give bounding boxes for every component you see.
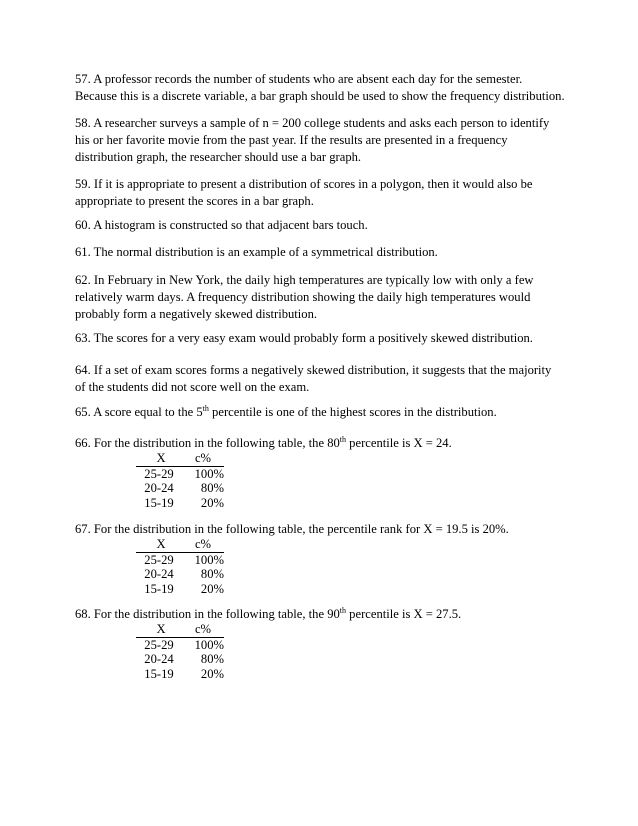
table-row bbox=[136, 481, 224, 496]
cell-x: 20-24 bbox=[144, 567, 174, 582]
distribution-table-67 bbox=[136, 537, 224, 596]
question-57-line-2: Because this is a discrete variable, a bar graph should be used to show the frequency distribution. bbox=[75, 89, 565, 103]
column-header-x: X bbox=[136, 537, 182, 552]
cell-c-percent: 20% bbox=[200, 581, 224, 596]
table-header-row bbox=[136, 451, 224, 466]
table-row bbox=[136, 667, 224, 682]
question-57-line-1: 57. A professor records the number of students who are absent each day for the semester. bbox=[75, 72, 523, 86]
question-68-line-1 bbox=[75, 606, 575, 623]
question-59-line-2: appropriate to present the scores in a bar graph. bbox=[75, 194, 314, 208]
question-60-line-1: 60. A histogram is constructed so that adjacent bars touch. bbox=[75, 218, 368, 232]
question-62-line-1: 62. In February in New York, the daily high temperatures are typically low with only a few bbox=[75, 273, 534, 287]
question-66-superscript: th bbox=[339, 435, 347, 444]
question-68-text-end: percentile is X = 27.5. bbox=[346, 607, 462, 621]
cell-x: 15-19 bbox=[144, 495, 174, 510]
cell-x: 25-29 bbox=[144, 466, 174, 481]
question-63-line-1: 63. The scores for a very easy exam would probably form a positively skewed distribution. bbox=[75, 331, 533, 345]
table-row bbox=[136, 496, 224, 511]
question-66 bbox=[75, 435, 575, 452]
table-row bbox=[136, 567, 224, 582]
question-61 bbox=[75, 244, 575, 261]
table-header-row bbox=[136, 537, 224, 552]
question-67-line-1: 67. For the distribution in the following table, the percentile rank for X = 19.5 is 20%. bbox=[75, 522, 509, 536]
table-row bbox=[136, 582, 224, 597]
cell-x: 20-24 bbox=[144, 652, 174, 667]
question-58-line-1: 58. A researcher surveys a sample of n = 200 college students and asks each person to identify bbox=[75, 116, 550, 130]
question-60 bbox=[75, 217, 575, 234]
question-65-text-start: 65. A score equal to the 5 bbox=[75, 405, 203, 419]
question-65-line-1 bbox=[75, 404, 575, 421]
question-59 bbox=[75, 176, 575, 210]
question-64-line-1: 64. If a set of exam scores forms a negatively skewed distribution, it suggests that the majority bbox=[75, 363, 552, 377]
question-68-superscript: th bbox=[339, 606, 347, 615]
question-66-text-start: 66. For the distribution in the following table, the 80 bbox=[75, 436, 340, 450]
question-62-line-3: probably form a negatively skewed distribution. bbox=[75, 307, 318, 321]
question-59-line-1: 59. If it is appropriate to present a distribution of scores in a polygon, then it would also be bbox=[75, 177, 533, 191]
table-header-row bbox=[136, 622, 224, 637]
cell-x: 20-24 bbox=[144, 481, 174, 496]
cell-c-percent: 100% bbox=[194, 552, 224, 567]
question-57 bbox=[75, 71, 575, 105]
column-header-x: X bbox=[136, 622, 182, 637]
question-67 bbox=[75, 521, 575, 538]
column-header-c-percent: c% bbox=[182, 622, 224, 637]
question-61-line-1: 61. The normal distribution is an example of a symmetrical distribution. bbox=[75, 245, 438, 259]
question-66-text-end: percentile is X = 24. bbox=[346, 436, 452, 450]
question-64-line-2: of the students did not score well on the exam. bbox=[75, 380, 310, 394]
column-header-c-percent: c% bbox=[182, 451, 224, 466]
table-row bbox=[136, 552, 224, 567]
cell-c-percent: 20% bbox=[200, 495, 224, 510]
distribution-table-66 bbox=[136, 451, 224, 510]
question-58-line-2: his or her favorite movie from the past year. If the results are presented in a frequency bbox=[75, 133, 508, 147]
table-row bbox=[136, 637, 224, 652]
column-header-c-percent: c% bbox=[182, 537, 224, 552]
question-65-superscript: th bbox=[202, 404, 209, 413]
question-58 bbox=[75, 115, 575, 166]
cell-c-percent: 80% bbox=[200, 652, 224, 667]
question-68 bbox=[75, 606, 575, 623]
question-62 bbox=[75, 272, 575, 323]
question-58-line-3: distribution graph, the researcher should use a bar graph. bbox=[75, 150, 362, 164]
question-64 bbox=[75, 362, 575, 396]
table-row bbox=[136, 652, 224, 667]
cell-x: 25-29 bbox=[144, 552, 174, 567]
question-65 bbox=[75, 404, 575, 421]
cell-c-percent: 20% bbox=[200, 666, 224, 681]
cell-x: 25-29 bbox=[144, 637, 174, 652]
cell-x: 15-19 bbox=[144, 581, 174, 596]
question-62-line-2: relatively warm days. A frequency distribution showing the daily high temperatures would bbox=[75, 290, 531, 304]
question-63 bbox=[75, 330, 575, 347]
cell-c-percent: 100% bbox=[194, 466, 224, 481]
cell-c-percent: 100% bbox=[194, 637, 224, 652]
question-68-text-start: 68. For the distribution in the following table, the 90 bbox=[75, 607, 340, 621]
cell-c-percent: 80% bbox=[200, 481, 224, 496]
column-header-x: X bbox=[136, 451, 182, 466]
cell-c-percent: 80% bbox=[200, 567, 224, 582]
distribution-table-68 bbox=[136, 622, 224, 681]
question-66-line-1 bbox=[75, 435, 575, 452]
table-row bbox=[136, 466, 224, 481]
question-65-text-end: percentile is one of the highest scores in the distribution. bbox=[208, 405, 497, 419]
cell-x: 15-19 bbox=[144, 666, 174, 681]
